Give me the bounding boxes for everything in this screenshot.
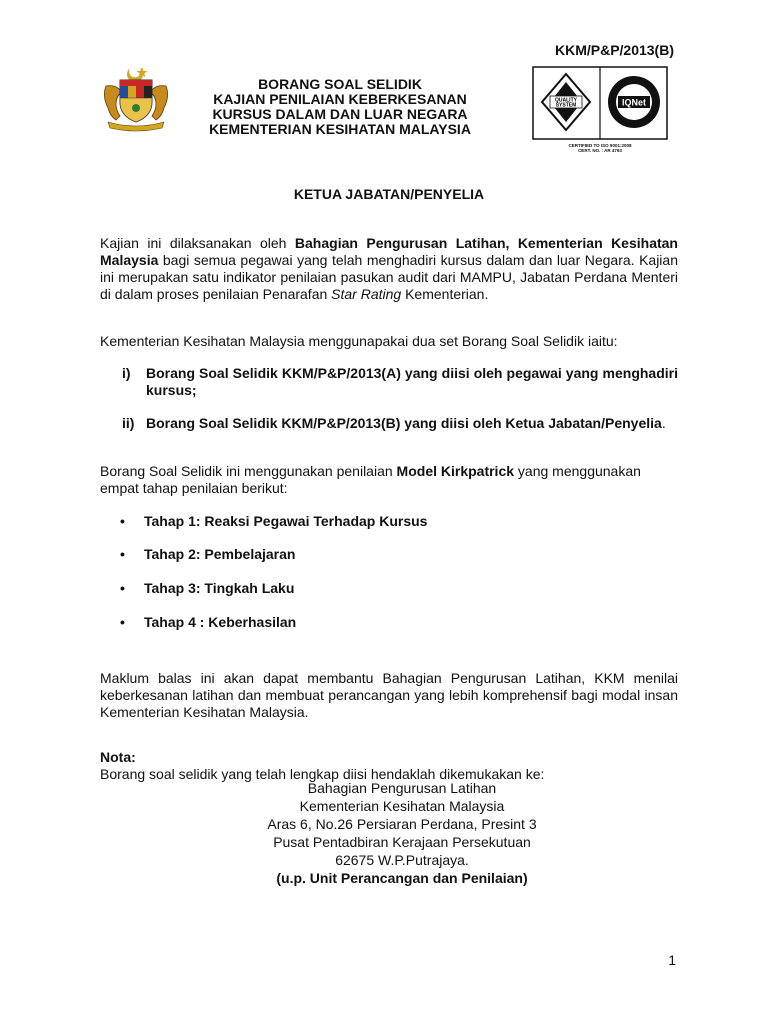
mailing-address (200, 779, 604, 887)
address-line: Pusat Pentadbiran Kerajaan Persekutuan (273, 834, 531, 850)
badge-right-text: IQNet (621, 97, 647, 108)
bullet-dot-icon: • (120, 546, 125, 562)
cert-line-1: CERTIFIED TO ISO 9001:2008 (568, 143, 632, 148)
address-line: Aras 6, No.26 Persiaran Perdana, Presint 3 (267, 816, 537, 832)
iso-certification-badge-icon (532, 66, 668, 140)
cert-line-2: CERT. NO. : AR 4793 (578, 148, 622, 153)
form-set-item: ii) Borang Soal Selidik KKM/P&P/2013(B) yang diisi oleh Ketua Jabatan/Penyelia. (122, 415, 666, 431)
bullet-dot-icon: • (120, 580, 125, 596)
address-attention: (u.p. Unit Perancangan dan Penilaian) (276, 870, 528, 886)
model-intro-paragraph: Borang Soal Selidik ini menggunakan penilaian Model Kirkpatrick yang menggunakan empat tahap penilaian berikut: (100, 463, 641, 496)
reference-code: KKM/P&P/2013(B) (554, 42, 674, 58)
feedback-paragraph: Maklum balas ini akan dapat membantu Bahagian Pengurusan Latihan, KKM menilai keberkesanan latihan dan membuat perancangan yang lebih komprehensif bagi modal insan Kementerian Kesihatan Malaysia. (100, 670, 678, 720)
svg-text:SYSTEM: SYSTEM (555, 102, 577, 109)
sets-intro-paragraph: Kementerian Kesihatan Malaysia menggunapakai dua set Borang Soal Selidik iaitu: (100, 333, 618, 349)
header-line: KAJIAN PENILAIAN KEBERKESANAN (213, 91, 467, 107)
bullet-dot-icon: • (120, 513, 125, 529)
address-line: 62675 W.P.Putrajaya. (335, 852, 469, 868)
coat-of-arms-icon (100, 64, 172, 132)
badge-left-text: QUALITY (555, 97, 577, 104)
address-line: Bahagian Pengurusan Latihan (307, 780, 497, 796)
header-line: KURSUS DALAM DAN LUAR NEGARA (212, 106, 468, 122)
list-numeral: i) (122, 365, 131, 381)
header-line: KEMENTERIAN KESIHATAN MALAYSIA (209, 121, 471, 137)
note-text: Borang soal selidik yang telah lengkap diisi hendaklah dikemukakan ke: (100, 766, 545, 782)
form-set-item: i) Borang Soal Selidik KKM/P&P/2013(A) yang diisi oleh pegawai yang menghadiri kursus; (122, 365, 678, 398)
page-number: 1 (668, 952, 676, 968)
list-numeral: ii) (122, 415, 135, 431)
bullet-dot-icon: • (120, 614, 125, 630)
header-line: BORANG SOAL SELIDIK (258, 76, 422, 92)
intro-paragraph: Kajian ini dilaksanakan oleh Bahagian Pengurusan Latihan, Kementerian Kesihatan Malaysia bagi semua pegawai yang telah menghadiri kursus dalam dan luar Negara. Kajian ini merupakan satu indikator penilaian pasukan audit dari MAMPU, Jabatan Perdana Menteri di dalam proses penilaian Penarafan Star Rating Kementerian. (100, 235, 678, 302)
section-title: KETUA JABATAN/PENYELIA (293, 186, 485, 202)
form-header (190, 77, 490, 137)
address-line: Kementerian Kesihatan Malaysia (299, 798, 505, 814)
note-title: Nota: (100, 749, 136, 765)
